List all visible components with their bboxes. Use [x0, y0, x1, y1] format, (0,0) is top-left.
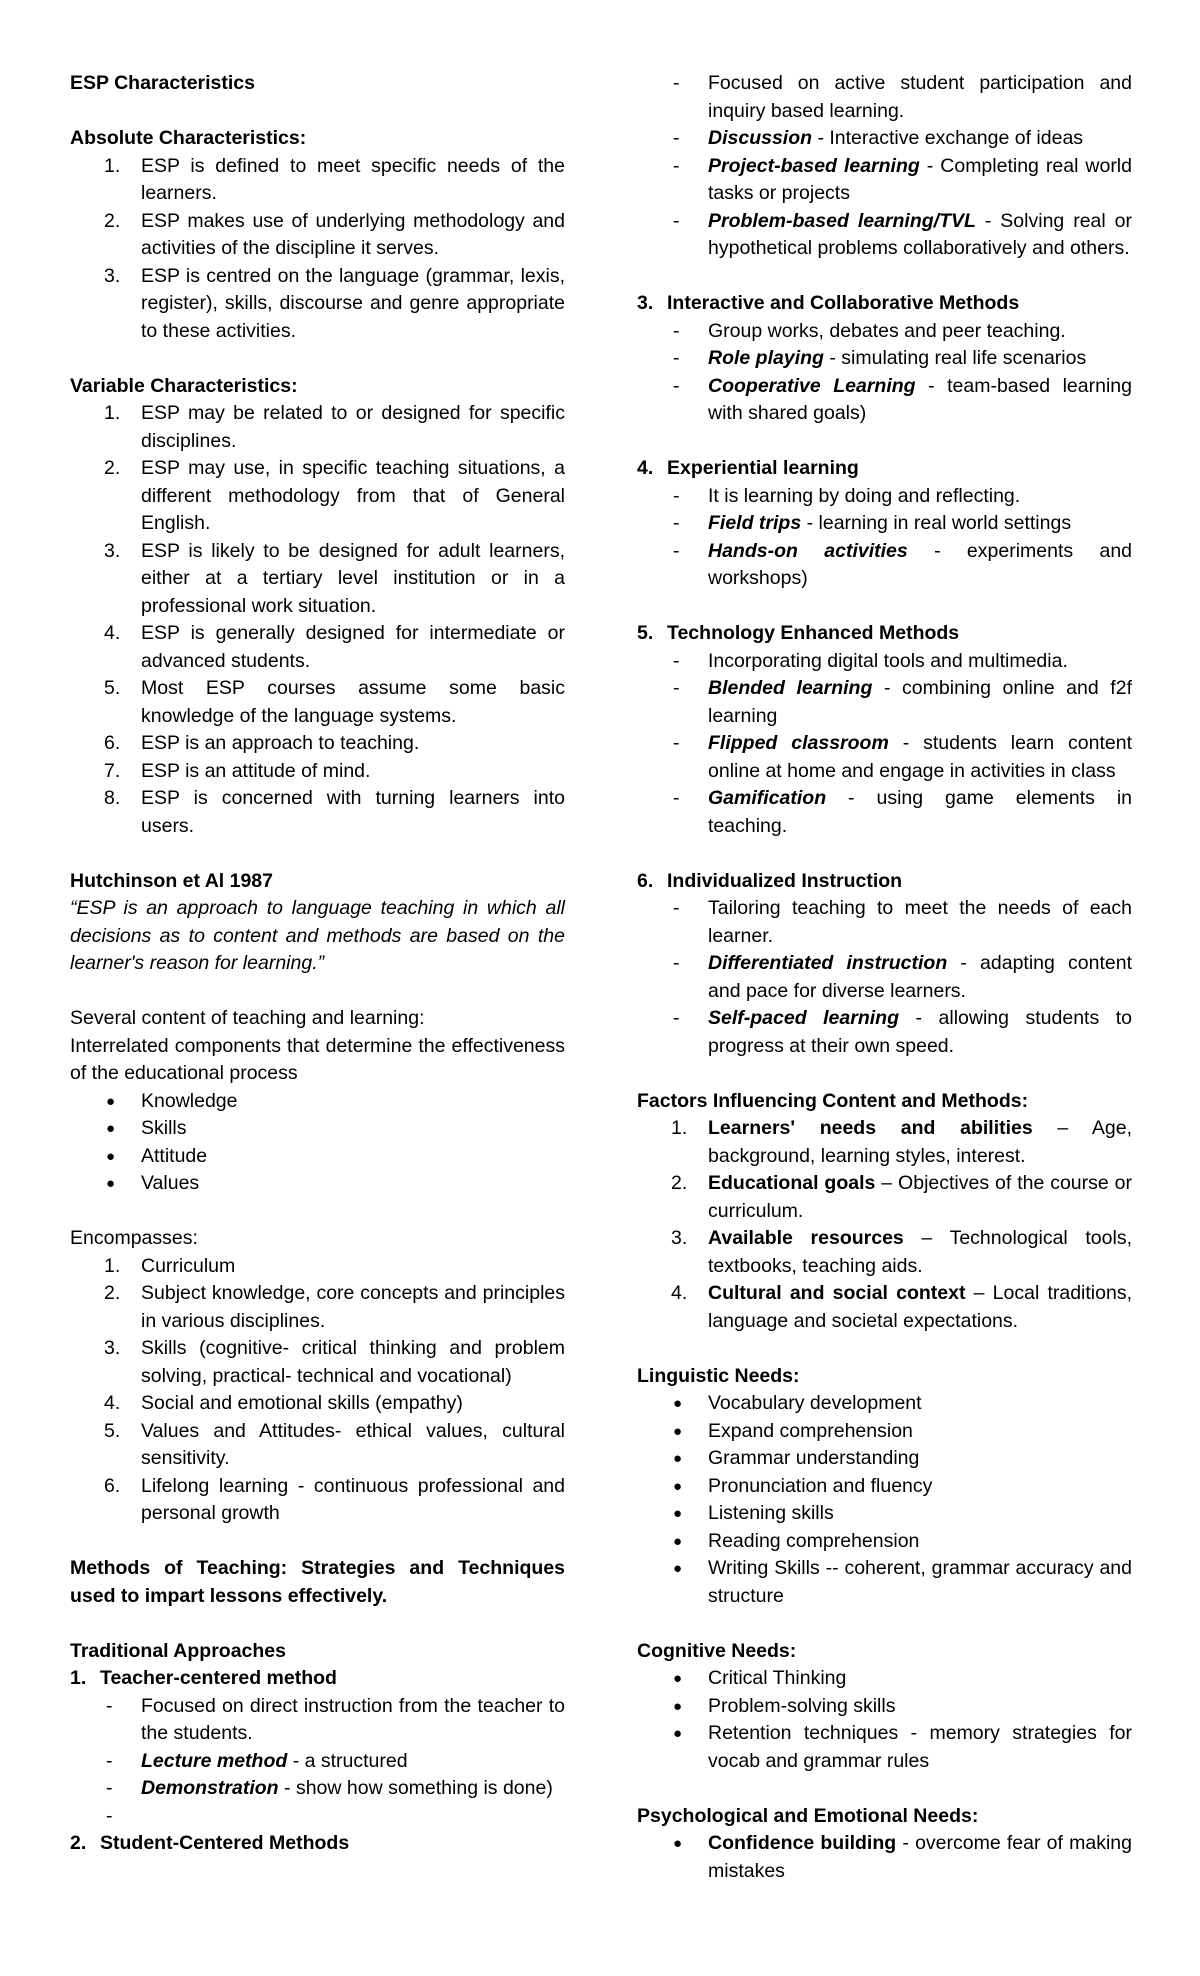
list-item: ● Writing Skills -- coherent, grammar accuracy and structure [673, 1557, 1132, 1607]
list-item: 8. ESP is concerned with turning learners into users. [104, 787, 565, 837]
list-item: - Blended learning - combining online and f2f learning [673, 677, 1132, 727]
list-item: 2. Subject knowledge, core concepts and principles in various disciplines. [104, 1282, 565, 1332]
factors-list [637, 1115, 1132, 1335]
list-item: ● Expand comprehension [673, 1419, 913, 1442]
cognitive-heading: Cognitive Needs: [637, 1639, 797, 1662]
list-item: - It is learning by doing and reflecting. [673, 484, 1021, 507]
psych-list [637, 1830, 1132, 1885]
list-item: 3. Skills (cognitive- critical thinking and problem solving, practical- technical and vocational) [104, 1337, 565, 1387]
list-item: ● Vocabulary development [673, 1392, 922, 1414]
technology-list [637, 648, 1132, 841]
absolute-heading: Absolute Characteristics: [70, 127, 307, 149]
list-item: - Differentiated instruction - adapting content and pace for diverse learners. [673, 952, 1132, 1002]
list-item: - Focused on active student participation and inquiry based learning. [673, 72, 1132, 122]
list-item: ● Critical Thinking [673, 1667, 847, 1689]
list-item: ● Confidence building - overcome fear of making mistakes [673, 1832, 1132, 1882]
page-title: ESP Characteristics [70, 72, 255, 94]
individualized-list [637, 895, 1132, 1060]
list-item: 2. Educational goals – Objectives of the course or curriculum. [671, 1172, 1132, 1222]
list-item: 5. Values and Attitudes- ethical values, cultural sensitivity. [104, 1419, 565, 1469]
list-item: ● Grammar understanding [673, 1447, 920, 1469]
interactive-list [637, 318, 1132, 428]
list-item: - Role playing - simulating real life scenarios [673, 347, 1087, 369]
list-item: - Field trips - learning in real world settings [673, 512, 1072, 534]
list-item: 1. Curriculum [104, 1254, 236, 1277]
list-item: - Tailoring teaching to meet the needs of each learner. [673, 897, 1132, 947]
list-item: 1. ESP may be related to or designed for specific disciplines. [104, 402, 565, 452]
list-item: ● Knowledge [106, 1089, 238, 1112]
variable-list [70, 400, 565, 840]
list-item: 6. Lifelong learning - continuous professional and personal growth [104, 1474, 565, 1524]
psych-heading: Psychological and Emotional Needs: [637, 1804, 979, 1827]
right-column [637, 70, 1132, 1885]
list-item: - Project-based learning - Completing real world tasks or projects [673, 154, 1132, 204]
list-item: 5. Most ESP courses assume some basic knowledge of the language systems. [104, 677, 565, 727]
left-column [70, 70, 565, 1858]
list-item: - Incorporating digital tools and multimedia. [673, 649, 1068, 672]
list-item: - Discussion - Interactive exchange of ideas [673, 127, 1084, 149]
list-item: ● Retention techniques - memory strategies for vocab and grammar rules [673, 1722, 1132, 1772]
encompasses-heading: Encompasses: [70, 1227, 198, 1249]
experiential-list [637, 483, 1132, 593]
list-item: ● Listening skills [673, 1502, 834, 1524]
encompasses-list [70, 1253, 565, 1528]
linguistic-heading: Linguistic Needs: [637, 1364, 800, 1387]
absolute-list [70, 153, 565, 346]
list-item: - Flipped classroom - students learn content online at home and engage in activities in class [673, 732, 1132, 782]
list-item: - Hands-on activities - experiments and workshops) [673, 539, 1133, 589]
list-item: - Group works, debates and peer teaching. [673, 319, 1066, 342]
student-centered-list [637, 70, 1132, 263]
list-item: 3. ESP is likely to be designed for adult learners, either at a tertiary level institution or in a professional work situation. [104, 539, 565, 617]
list-item: ● Values [106, 1172, 200, 1194]
cognitive-list [637, 1665, 1132, 1775]
list-item: 3. Available resources – Technological tools, textbooks, teaching aids. [671, 1227, 1132, 1277]
variable-heading: Variable Characteristics: [70, 374, 298, 397]
list-item: 6. ESP is an approach to teaching. [104, 732, 420, 754]
list-item: - Problem-based learning/TVL - Solving real or hypothetical problems collaboratively and others. [673, 209, 1132, 259]
list-item: ● Problem-solving skills [673, 1694, 896, 1717]
methods-heading: Methods of Teaching: Strategies and Techniques used to impart lessons effectively. [70, 1557, 565, 1607]
list-item: ● Reading comprehension [673, 1529, 920, 1552]
experiential-title: 4. Experiential learning [637, 457, 859, 479]
list-item: - Gamification - using game elements in teaching. [673, 787, 1132, 837]
list-item: 2. ESP may use, in specific teaching situations, a different methodology from that of General English. [104, 457, 565, 534]
list-item: 4. Cultural and social context – Local traditions, language and societal expectations. [671, 1282, 1132, 1332]
list-item: - [106, 1804, 113, 1827]
list-item: 3. ESP is centred on the language (grammar, lexis, register), skills, discourse and genre appropriate to these activities. [104, 264, 565, 342]
list-item: - Self-paced learning - allowing students to progress at their own speed. [673, 1007, 1132, 1057]
linguistic-list [637, 1390, 1132, 1610]
teacher-centered-title: 1. Teacher-centered method [70, 1667, 337, 1689]
traditional-heading: Traditional Approaches [70, 1639, 286, 1662]
hutchinson-quote: “ESP is an approach to language teaching in which all decisions as to content and methods are based on the learner's reason for learning.” [70, 897, 565, 974]
components-list [70, 1088, 565, 1198]
technology-title: 5. Technology Enhanced Methods [637, 622, 960, 644]
individualized-title: 6. Individualized Instruction [637, 869, 903, 892]
factors-heading: Factors Influencing Content and Methods: [637, 1089, 1029, 1112]
list-item: - Demonstration - show how something is done) [106, 1777, 553, 1799]
list-item: 1. Learners' needs and abilities – Age, background, learning styles, interest. [671, 1117, 1133, 1167]
list-item: ● Attitude [106, 1144, 208, 1167]
list-item: 4. Social and emotional skills (empathy) [104, 1392, 463, 1414]
list-item: - Lecture method - a structured [106, 1749, 408, 1772]
list-item: ● Skills [106, 1117, 187, 1139]
list-item: 2. ESP makes use of underlying methodology and activities of the discipline it serves. [104, 209, 565, 259]
several-content-text: Several content of teaching and learning: [70, 1007, 425, 1029]
student-centered-title: 2. Student-Centered Methods [70, 1832, 350, 1854]
interactive-title: 3. Interactive and Collaborative Methods [637, 292, 1020, 314]
list-item: ● Pronunciation and fluency [673, 1474, 933, 1497]
list-item: 4. ESP is generally designed for intermediate or advanced students. [104, 622, 565, 672]
interrelated-text: Interrelated components that determine the effectiveness of the educational process [70, 1034, 565, 1084]
list-item: 1. ESP is defined to meet specific needs of the learners. [104, 154, 565, 204]
hutchinson-heading: Hutchinson et Al 1987 [70, 869, 273, 892]
list-item: 7. ESP is an attitude of mind. [104, 759, 371, 782]
teacher-centered-list [70, 1693, 565, 1831]
list-item: - Cooperative Learning - team-based learning with shared goals) [673, 374, 1132, 424]
list-item: - Focused on direct instruction from the teacher to the students. [106, 1694, 565, 1744]
